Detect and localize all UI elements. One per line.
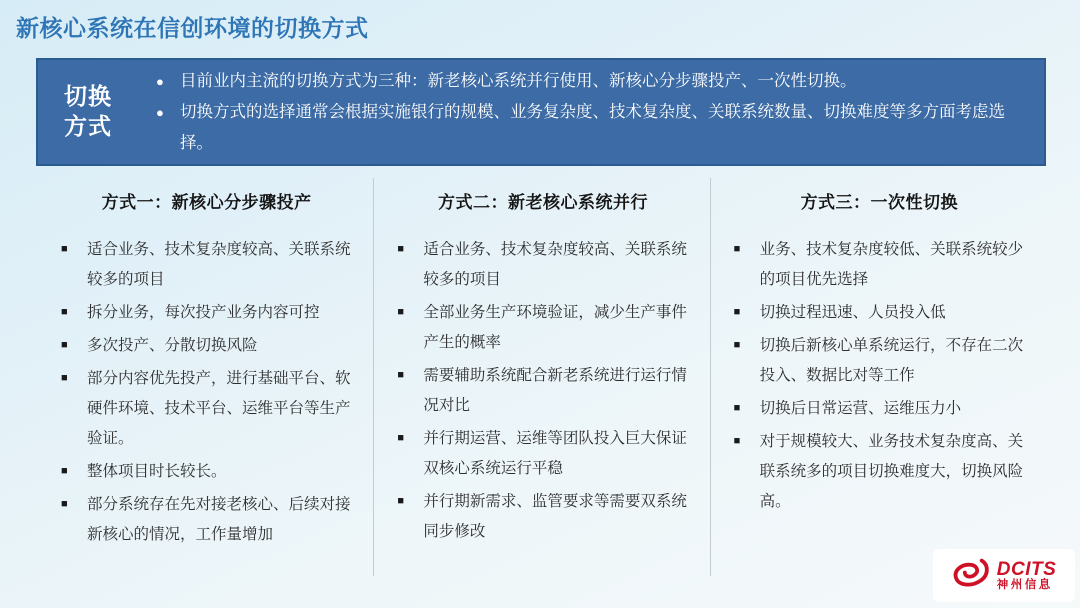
list-item (733, 394, 1026, 424)
square-bullet-icon: ■ (733, 243, 741, 255)
list-item (156, 66, 1020, 97)
list-item (733, 298, 1026, 328)
list-item-text: 对于规模较大、业务技术复杂度高、关联系统多的项目切换难度大，切换风险高。 (759, 433, 1024, 510)
method-1-list (60, 235, 353, 550)
square-bullet-icon: ■ (733, 339, 741, 351)
banner-label (38, 60, 156, 164)
dcits-company-name: 神州信息 (996, 579, 1053, 592)
list-item-text: 部分系统存在先对接老核心、后续对接新核心的情况，工作量增加 (87, 496, 351, 543)
dcits-swirl-icon (949, 555, 992, 597)
dot-bullet-icon: ● (156, 104, 164, 120)
square-bullet-icon: ■ (733, 435, 741, 447)
list-item-text: 切换过程迅速、人员投入低 (759, 304, 946, 321)
list-item (733, 331, 1026, 391)
square-bullet-icon: ■ (61, 372, 68, 384)
dcits-brand-name: DCITS (996, 558, 1057, 580)
list-item (156, 97, 1020, 159)
square-bullet-icon: ■ (733, 402, 741, 414)
list-item-text: 业务、技术复杂度较低、关联系统较少的项目优先选择 (759, 241, 1024, 288)
square-bullet-icon: ■ (61, 339, 68, 351)
list-item (733, 427, 1026, 517)
square-bullet-icon: ■ (397, 306, 404, 318)
list-item (396, 235, 689, 295)
square-bullet-icon: ■ (61, 465, 68, 477)
list-item (733, 235, 1026, 295)
square-bullet-icon: ■ (61, 498, 68, 510)
banner-label-line: 切换 (64, 83, 112, 110)
list-item (60, 331, 353, 361)
method-column-1 (38, 178, 373, 576)
list-item (396, 487, 689, 547)
square-bullet-icon: ■ (397, 432, 404, 444)
method-2-header: 方式二：新老核心系统并行 (437, 193, 648, 212)
list-item (396, 361, 689, 421)
list-item (60, 364, 353, 454)
method-2-list (396, 235, 689, 547)
page-title: 新核心系统在信创环境的切换方式 (16, 15, 369, 41)
method-column-2 (373, 178, 709, 576)
method-1-header: 方式一：新核心分步骤投产 (101, 193, 312, 212)
list-item-text: 并行期运营、运维等团队投入巨大保证双核心系统运行平稳 (423, 430, 687, 477)
list-item-text: 切换后日常运营、运维压力小 (759, 400, 962, 417)
list-item (60, 457, 353, 487)
list-item (60, 490, 353, 550)
switch-method-banner (36, 58, 1046, 166)
square-bullet-icon: ■ (397, 243, 404, 255)
method-column-3 (710, 178, 1046, 576)
list-item-text: 目前业内主流的切换方式为三种：新老核心系统并行使用、新核心分步骤投产、一次性切换。 (180, 71, 857, 90)
list-item-text: 全部业务生产环境验证，减少生产事件产生的概率 (423, 304, 687, 351)
methods-columns (38, 178, 1046, 576)
list-item-text: 切换方式的选择通常会根据实施银行的规模、业务复杂度、技术复杂度、关联系统数量、切换难度等多方面考虑选择。 (180, 102, 1005, 152)
list-item-text: 部分内容优先投产，进行基础平台、软硬件环境、技术平台、运维平台等生产验证。 (87, 370, 351, 447)
list-item-text: 适合业务、技术复杂度较高、关联系统较多的项目 (423, 241, 687, 288)
list-item (396, 424, 689, 484)
square-bullet-icon: ■ (61, 306, 68, 318)
dcits-logo (933, 549, 1075, 602)
list-item (60, 298, 353, 328)
square-bullet-icon: ■ (397, 495, 404, 507)
square-bullet-icon: ■ (61, 243, 68, 255)
list-item-text: 切换后新核心单系统运行，不存在二次投入、数据比对等工作 (759, 337, 1024, 384)
list-item-text: 整体项目时长较长。 (87, 463, 227, 480)
square-bullet-icon: ■ (397, 369, 404, 381)
dot-bullet-icon: ● (156, 73, 164, 89)
list-item-text: 拆分业务，每次投产业务内容可控 (87, 304, 320, 321)
method-3-list (733, 235, 1026, 517)
dcits-logo-text (997, 560, 1057, 592)
square-bullet-icon: ■ (733, 306, 741, 318)
banner-label-line: 方式 (64, 113, 112, 139)
list-item (396, 298, 689, 358)
method-3-header: 方式三：一次性切换 (800, 193, 959, 212)
list-item-text: 并行期新需求、监管要求等需要双系统同步修改 (423, 493, 687, 540)
banner-bullet-list (156, 60, 1044, 164)
list-item-text: 需要辅助系统配合新老系统进行运行情况对比 (423, 367, 687, 414)
list-item-text: 适合业务、技术复杂度较高、关联系统较多的项目 (87, 241, 351, 288)
list-item-text: 多次投产、分散切换风险 (87, 337, 258, 354)
list-item (60, 235, 353, 295)
